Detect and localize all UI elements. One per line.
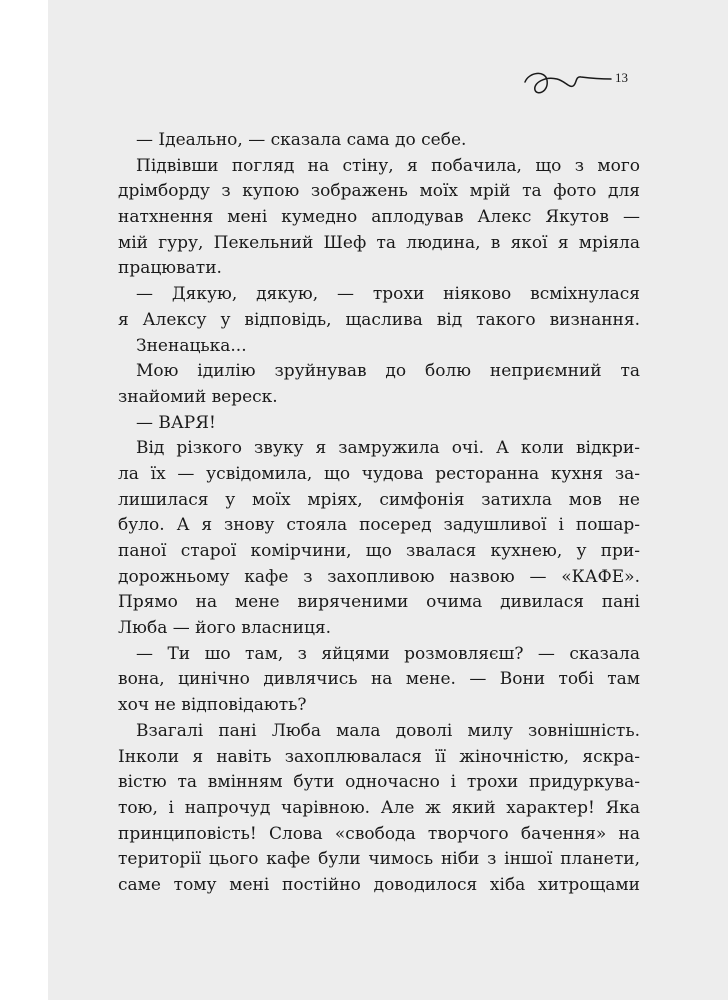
text-line: тою, і напрочуд чарівною. Але ж який характер! Яка — [118, 797, 640, 818]
text-line: Мою ідилію зруйнував до болю неприємний та — [136, 361, 640, 382]
text-line: Від різкого звуку я замружила очі. А коли відкри- — [136, 438, 640, 459]
text-line: — ВАРЯ! — [136, 412, 216, 433]
text-line: вона, цинічно дивлячись на мене. — Вони тобі там — [118, 669, 640, 690]
text-line: паної старої комірчини, що звалася кухнею, у при- — [118, 541, 640, 561]
text-line: було. А я знову стояла посеред задушливої і пошар- — [118, 515, 640, 536]
text-line: ла їх — усвідомила, що чудова ресторанна кухня за- — [118, 463, 640, 484]
text-line: знайомий вереск. — [118, 386, 278, 407]
text-line: дорожньому кафе з захопливою назвою — «КАФЕ». — [118, 566, 640, 587]
text-line: хоч не відповідають? — [118, 695, 307, 716]
text-line: Прямо на мене виряченими очима дивилася пані — [118, 592, 640, 613]
book-page — [48, 0, 728, 1000]
text-line: працювати. — [118, 258, 222, 279]
text-line: Взагалі пані Люба мала доволі милу зовнішність. — [136, 720, 640, 741]
text-line: Підвівши погляд на стіну, я побачила, що з мого — [136, 155, 640, 176]
text-line: — Ідеально, — сказала сама до себе. — [136, 130, 467, 150]
text-line: натхнення мені кумедно аплодував Алекс Якутов — — [118, 207, 640, 228]
text-line: Люба — його власниця. — [118, 618, 332, 639]
text-line: Інколи я навіть захоплювалася її жіночністю, яскра- — [118, 746, 640, 767]
swirl-ornament-icon — [523, 66, 613, 100]
text-line: — Ти шо там, з яйцями розмовляєш? — сказала — [136, 643, 640, 664]
text-line: саме тому мені постійно доводилося хіба хитрощами — [118, 874, 640, 895]
page-number: 13 — [615, 70, 628, 85]
text-line: лишилася у моїх мріях, симфонія затихла мов не — [118, 489, 640, 510]
text-line: Зненацька... — [136, 335, 247, 356]
text-line: мій гуру, Пекельний Шеф та людина, в якої я мріяла — [118, 232, 640, 253]
text-line: дрімборду з купою зображень моїх мрій та фото для — [118, 181, 640, 202]
text-line: принциповість! Слова «свобода творчого бачення» на — [118, 823, 640, 844]
text-line: території цього кафе були чимось ніби з іншої планети, — [118, 849, 640, 870]
text-line: вістю та вмінням бути одночасно і трохи придуркува- — [118, 772, 640, 793]
text-line: — Дякую, дякую, — трохи ніяково всміхнулася — [136, 284, 640, 305]
text-line: я Алексу у відповідь, щаслива від такого визнання. — [118, 309, 640, 330]
body-text — [118, 128, 640, 899]
